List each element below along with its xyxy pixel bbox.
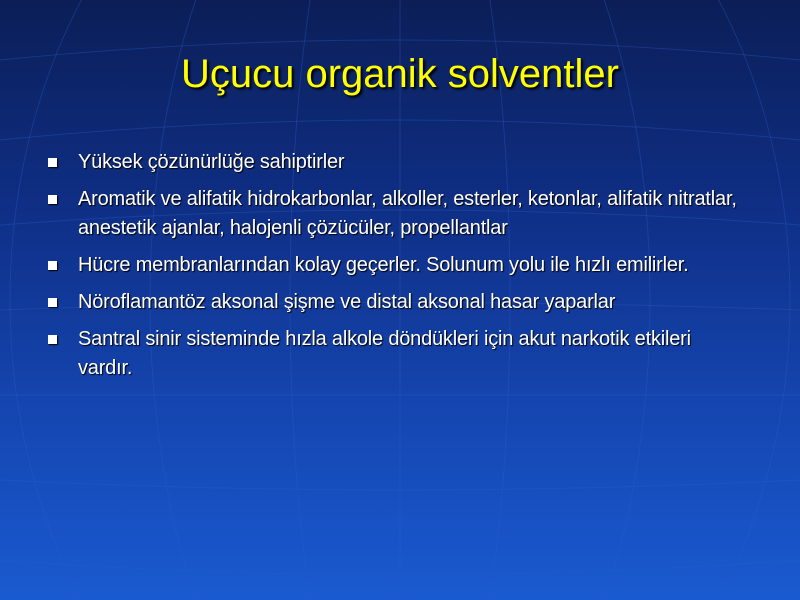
square-bullet-icon: [48, 261, 57, 270]
bullet-item: [48, 288, 748, 317]
square-bullet-icon: [48, 195, 57, 204]
bullet-text: Aromatik ve alifatik hidrokarbonlar, alkoller, esterler, ketonlar, alifatik nitratlar, anestetik ajanlar, halojenli çözücüler, propellantlar: [78, 188, 737, 239]
slide-title: Uçucu organik solventler: [181, 52, 619, 96]
bullet-text: Yüksek çözünürlüğe sahiptirler: [78, 151, 345, 173]
bullet-item: [48, 185, 748, 243]
bullet-text: Nöroflamantöz aksonal şişme ve distal aksonal hasar yaparlar: [78, 291, 616, 313]
square-bullet-icon: [48, 158, 57, 167]
bullet-text: Santral sinir sisteminde hızla alkole döndükleri için akut narkotik etkileri vardır.: [78, 328, 691, 379]
square-bullet-icon: [48, 335, 57, 344]
bullet-item: [48, 325, 748, 383]
bullet-item: [48, 148, 748, 177]
bullet-item: [48, 251, 748, 280]
square-bullet-icon: [48, 298, 57, 307]
bullet-list: [48, 148, 748, 391]
bullet-text: Hücre membranlarından kolay geçerler. Solunum yolu ile hızlı emilirler.: [78, 254, 689, 276]
